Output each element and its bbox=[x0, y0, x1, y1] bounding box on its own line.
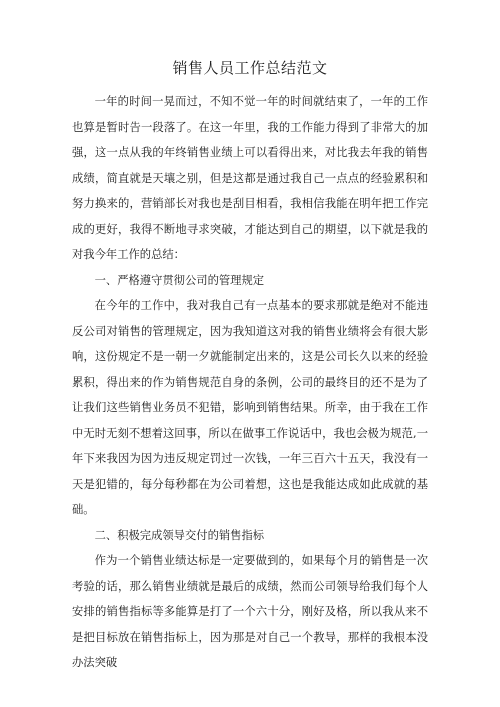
section-body-1: 在今年的工作中，我对我自己有一点基本的要求那就是绝对不能违反公司对销售的管理规定，因为我知道这对我的销售业绩将会有很大影响，这份规定不是一朝一夕就能制定出来的，这是公司长久以来的经验累积，得出来的作为销售规范自身的条例，公司的最终目的还不是为了让我们这些销售业务员不犯错，影响到销售结果。所幸，由于我在工作中无时无刻不想着这回事，所以在做事工作说话中，我也会极为规范,一年下来我因为因为违反规定罚过一次钱，一年三百六十五天，我没有一天是犯错的，每分每秒都在为公司着想，这也是我能达成如此成就的基础。 bbox=[72, 299, 428, 516]
section-heading-1: 一、严格遵守贯彻公司的管理规定 bbox=[94, 273, 265, 287]
intro-paragraph: 一年的时间一晃而过，不知不觉一年的时间就结束了，一年的工作也算是暂时告一段落了。在这一年里，我的工作能力得到了非常大的加强，这一点从我的年终销售业绩上可以看得出来，对比我去年我的销售成绩，简直就是天壤之别，但是这都是通过我自己一点点的经验累积和努力换来的，营销部长对我也是刮目相看，我相信我能在明年把工作完成的更好，我得不断地寻求突破，才能达到自己的期望，以下就是我的对我今年工作的总结： bbox=[72, 95, 428, 261]
document-page bbox=[72, 58, 428, 676]
document-title: 销售人员工作总结范文 bbox=[172, 59, 328, 77]
section-body-2: 作为一个销售业绩达标是一定要做到的，如果每个月的销售是一次考验的话，那么销售业绩就是最后的成绩，然而公司领导给我们每个人安排的销售指标等多能算是打了一个六十分，刚好及格，所以我从来不是把目标放在销售指标上，因为那是对自己一个教导，那样的我根本没办法突破 bbox=[72, 554, 428, 669]
section-heading-2: 二、积极完成领导交付的销售指标 bbox=[94, 528, 265, 542]
